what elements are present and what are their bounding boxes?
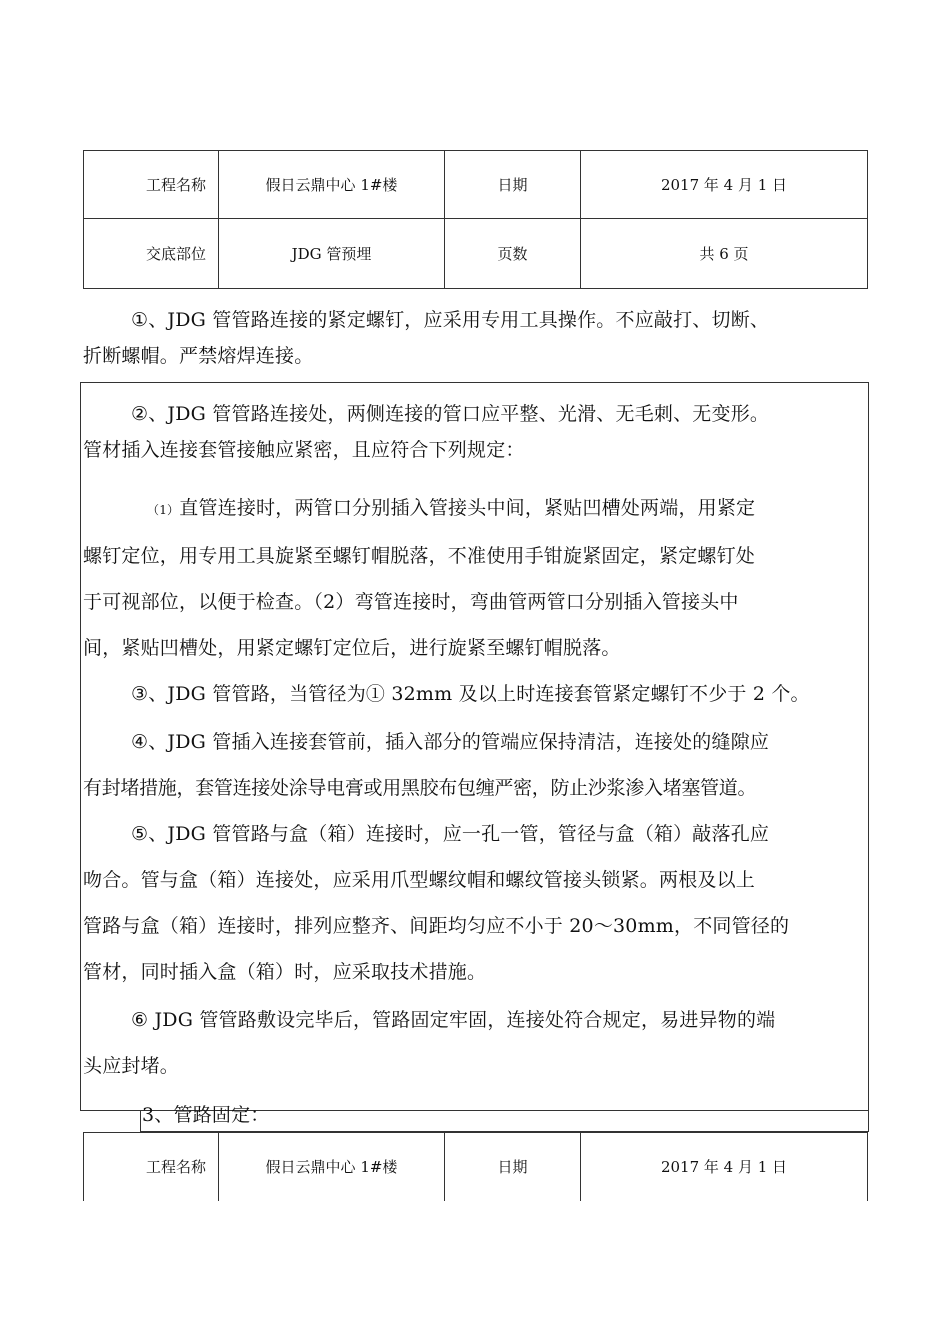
location-value: JDG 管预埋 xyxy=(219,219,445,289)
item-6-line-2: 头应封堵。 xyxy=(83,1055,180,1077)
header-table-repeat xyxy=(83,1132,868,1201)
item-5-line-3: 管路与盒（箱）连接时，排列应整齐、间距均匀应不小于 20〜30mm，不同管径的 xyxy=(83,915,790,937)
item-2-sub xyxy=(83,490,869,666)
pages-value: 共 6 页 xyxy=(581,219,868,289)
project-name-label: 工程名称 xyxy=(84,151,219,219)
date-label: 日期 xyxy=(445,1133,581,1201)
item-3-line-1: ③、JDG 管管路，当管径为① 32mm 及以上时连接套管紧定螺钉不少于 2 个。 xyxy=(131,683,810,705)
item-2-line-2: 管材插入连接套管接触应紧密，且应符合下列规定： xyxy=(83,439,525,461)
project-name-label: 工程名称 xyxy=(84,1133,219,1201)
item-6-line-1: ⑥ JDG 管管路敷设完毕后，管路固定牢固，连接处符合规定，易进异物的端 xyxy=(131,1009,776,1031)
project-name-value: 假日云鼎中心 1#楼 xyxy=(219,1133,445,1201)
sub-item-line-3: 于可视部位，以便于检查。（2）弯管连接时，弯曲管两管口分别插入管接头中 xyxy=(83,591,739,613)
item-2 xyxy=(83,396,869,468)
pages-label: 页数 xyxy=(445,219,581,289)
project-name-value: 假日云鼎中心 1#楼 xyxy=(219,151,445,219)
sub-item-line-2: 螺钉定位，用专用工具旋紧至螺钉帽脱落，不准使用手钳旋紧固定，紧定螺钉处 xyxy=(83,545,756,567)
date-label: 日期 xyxy=(445,151,581,219)
item-4-line-1: ④、JDG 管插入连接套管前，插入部分的管端应保持清洁，连接处的缝隙应 xyxy=(131,731,770,753)
item-1-line-1: ①、JDG 管管路连接的紧定螺钉，应采用专用工具操作。不应敲打、切断、 xyxy=(131,309,770,331)
item-4-line-2: 有封堵措施，套管连接处涂导电膏或用黑胶布包缠严密，防止沙浆渗入堵塞管道。 xyxy=(83,777,757,799)
item-5 xyxy=(83,816,869,990)
date-value: 2017 年 4 月 1 日 xyxy=(581,151,868,219)
item-5-line-2: 吻合。管与盒（箱）连接处，应采用爪型螺纹帽和螺纹管接头锁紧。两根及以上 xyxy=(83,869,756,891)
section-3-heading: 3、管路固定： xyxy=(142,1104,270,1126)
date-value: 2017 年 4 月 1 日 xyxy=(581,1133,868,1201)
item-4 xyxy=(83,724,869,806)
item-5-line-1: ⑤、JDG 管管路与盒（箱）连接时，应一孔一管，管径与盒（箱）敲落孔应 xyxy=(131,823,770,845)
item-6 xyxy=(83,1002,869,1084)
item-1-line-2: 折断螺帽。严禁熔焊连接。 xyxy=(83,345,314,367)
sub-item-line-1: 直管连接时，两管口分别插入管接头中间，紧贴凹槽处两端，用紧定 xyxy=(179,497,756,519)
sub-item-marker: （1） xyxy=(147,503,180,517)
item-2-line-1: ②、JDG 管管路连接处，两侧连接的管口应平整、光滑、无毛刺、无变形。 xyxy=(131,403,770,425)
location-label: 交底部位 xyxy=(84,219,219,289)
sub-item-line-4: 间，紧贴凹槽处，用紧定螺钉定位后，进行旋紧至螺钉帽脱落。 xyxy=(83,637,621,659)
item-1 xyxy=(83,302,869,374)
item-5-line-4: 管材，同时插入盒（箱）时，应采取技术措施。 xyxy=(83,961,487,983)
item-3 xyxy=(83,676,869,712)
header-table xyxy=(83,150,868,289)
